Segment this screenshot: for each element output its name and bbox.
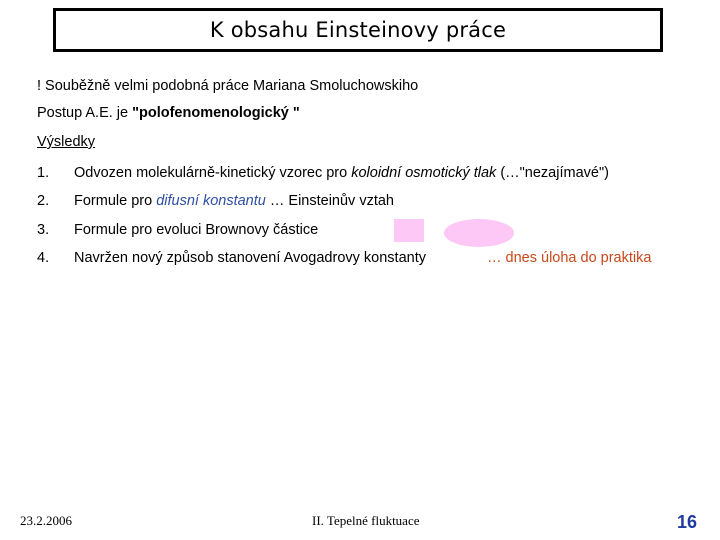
list-item-note: … dnes úloha do praktika bbox=[487, 250, 652, 266]
slide-title: K obsahu Einsteinovy práce bbox=[209, 18, 507, 42]
list-item-number: 4. bbox=[37, 250, 50, 266]
list-item bbox=[74, 165, 609, 181]
list-item-italic: difusní konstantu bbox=[156, 193, 266, 209]
results-heading: Výsledky bbox=[37, 134, 96, 150]
method-bold: "polofenomenologický " bbox=[132, 105, 300, 121]
note-line: ! Souběžně velmi podobná práce Mariana Smoluchowskiho bbox=[37, 78, 419, 94]
list-item-number: 1. bbox=[37, 165, 50, 181]
slide-title-box bbox=[53, 8, 663, 52]
list-item bbox=[74, 222, 318, 238]
list-item-text-end: (…"nezajímavé") bbox=[496, 165, 609, 181]
list-item-italic: koloidní osmotický tlak bbox=[351, 165, 497, 181]
list-item bbox=[74, 193, 394, 209]
list-item-text: Formule pro evoluci Brownovy částice bbox=[74, 222, 319, 238]
list-item-text: Odvozen molekulárně-kinetický vzorec pro bbox=[74, 165, 352, 181]
list-item bbox=[74, 250, 426, 266]
page-number: 16 bbox=[677, 512, 698, 532]
list-item-number: 3. bbox=[37, 222, 50, 238]
highlight-ellipse bbox=[444, 219, 514, 247]
highlight-rectangle bbox=[394, 219, 424, 242]
list-item-text: Formule pro bbox=[74, 193, 157, 209]
method-prefix: Postup A.E. je bbox=[37, 105, 133, 121]
list-item-number: 2. bbox=[37, 193, 50, 209]
footer-section: II. Tepelné fluktuace bbox=[312, 513, 420, 528]
list-item-text-end: … Einsteinův vztah bbox=[265, 193, 394, 209]
method-line bbox=[37, 105, 300, 121]
footer-date: 23.2.2006 bbox=[20, 513, 72, 528]
list-item-text: Navržen nový způsob stanovení Avogadrovy konstanty bbox=[74, 250, 426, 266]
